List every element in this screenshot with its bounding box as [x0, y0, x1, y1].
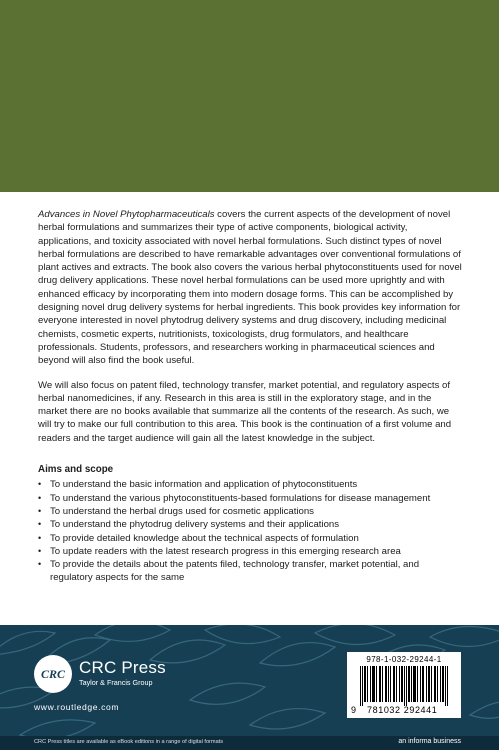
- aims-item: • To understand the phytodrug delivery systems and their applications: [38, 518, 463, 531]
- publisher-name: CRC Press: [79, 658, 166, 677]
- ebook-note: CRC Press titles are available as eBook editions in a range of digital formats: [34, 739, 224, 745]
- aims-heading: Aims and scope: [38, 464, 114, 476]
- barcode-box: [347, 652, 461, 718]
- isbn-label: 978-1-032-29244-1: [366, 655, 442, 664]
- aims-item: • To understand the herbal drugs used for cosmetic applications: [38, 505, 463, 518]
- barcode-icon: [360, 666, 450, 706]
- cover-top-band: [0, 0, 499, 192]
- description-paragraph-2: We will also focus on patent filed, technology transfer, market potential, and regulatory aspects of herbal nanomedicines, if any. Research in this area is still in the exploratory stage, and in the market there are no books available that summarize all the contents of the research. As such, we will try to make our full contribution to this area. This book is the continuation of a first volume and readers and the target audience will gain all the latest knowledge in the subject.: [38, 379, 452, 444]
- back-cover-text: [38, 208, 463, 585]
- aims-item: • To understand the basic information and application of phytoconstituents: [38, 478, 463, 491]
- description-text: covers the current aspects of the development of novel herbal formulations and summarizes their type of active components, biological activity, applications, and toxicity associated with novel herbal formulations. Such distinct types of novel herbal formulations are described to have remarkable advantages over conventional formulations of plant actives and extracts. The book also covers the various herbal phytoconstituents used for novel drug delivery applications. These novel herbal formulations can be used more uprightly and with enhanced efficacy by incorporating them into modern dosage forms. This can be accomplished by designing novel drug delivery systems for herbal ingredients. This book provides key information for everyone interested in novel phytodrug delivery systems and drug discovery, including medicinal chemists, cosmetic experts, nutritionists, toxicologists, drug formulators, and healthcare professionals. Students, professors, and researchers working in pharmaceutical sciences and beyond will also find the book useful.: [38, 209, 462, 367]
- description-paragraph-1: [38, 208, 463, 368]
- publisher-block: [34, 655, 184, 695]
- aims-list: [38, 478, 463, 584]
- aims-item: • To provide detailed knowledge about the technical aspects of formulation: [38, 532, 463, 545]
- barcode-first-digit: 9: [351, 705, 357, 715]
- website-link[interactable]: www.routledge.com: [34, 702, 120, 712]
- informa-tagline: an informa business: [398, 738, 461, 745]
- barcode-number: 781032 292441: [367, 705, 438, 715]
- crc-logo-text: CRC: [40, 666, 65, 681]
- aims-item: • To understand the various phytoconstituents-based formulations for disease management: [38, 492, 463, 505]
- crc-logo: [34, 655, 72, 693]
- aims-item: • To provide the details about the patents filed, technology transfer, market potential, and regulatory aspects for the same: [38, 558, 463, 585]
- aims-item: • To update readers with the latest research progress in this emerging research area: [38, 545, 463, 558]
- barcode-digits: [347, 705, 461, 717]
- publisher-group: Taylor & Francis Group: [79, 678, 153, 687]
- book-title: Advances in Novel Phytopharmaceuticals: [38, 209, 215, 220]
